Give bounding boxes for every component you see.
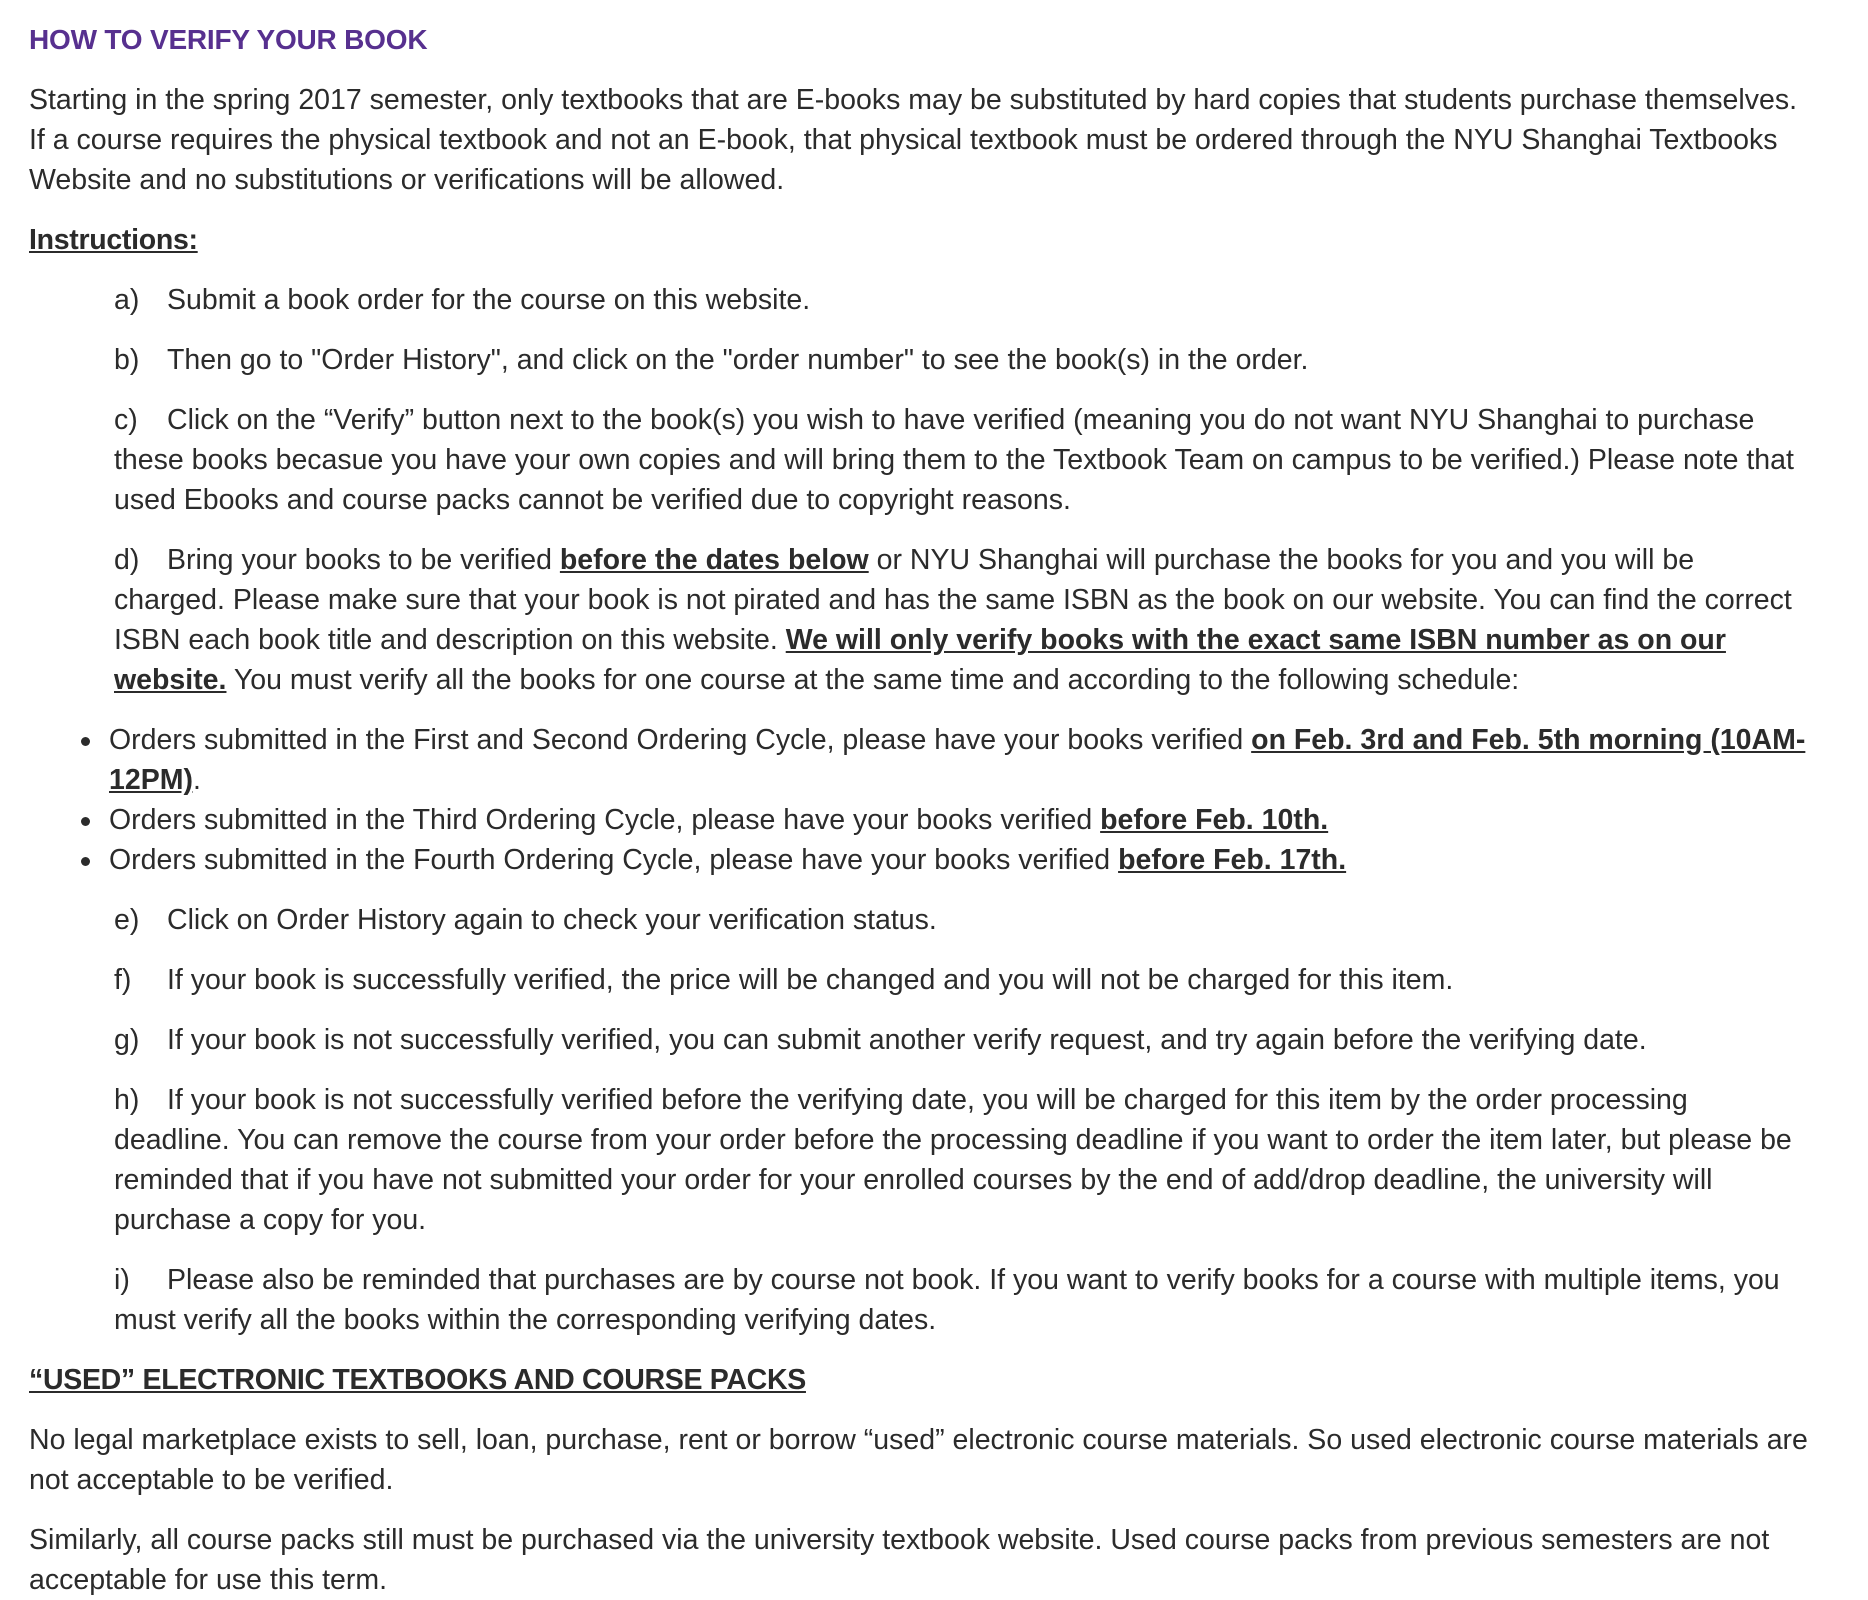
step-letter: e) <box>114 904 140 936</box>
step-text: If your book is not successfully verified, you can submit another verify request, and try again before the verifying date. <box>167 1024 1647 1056</box>
course-packs-paragraph: Similarly, all course packs still must be purchased via the university textbook website. Used course packs from previous semesters are not acceptable for use this term. <box>29 1524 1770 1596</box>
schedule-item: Orders submitted in the First and Second Ordering Cycle, please have your books verified on Feb. 3rd and Feb. 5th morning (10AM-12PM). <box>109 720 1808 800</box>
step-letter: g) <box>114 1024 140 1056</box>
step-text: If your book is not successfully verified before the verifying date, you will be charged for this item by the order processing deadline. You can remove the course from your order before the processing deadline if you want to order the item later, but please be reminded that if you have not submitted your order for your enrolled courses by the end of add/drop deadline, the university will purchase a copy for you. <box>114 1084 1792 1236</box>
step-f <box>29 960 1808 1000</box>
schedule-item: Orders submitted in the Third Ordering Cycle, please have your books verified before Feb. 10th. <box>109 800 1808 840</box>
step-e <box>29 900 1808 940</box>
step-letter: f) <box>114 964 132 996</box>
step-text: Click on the “Verify” button next to the book(s) you wish to have verified (meaning you do not want NYU Shanghai to purchase these books becasue you have your own copies and will bring them to the Textbook Team on campus to be verified.) Please note that used Ebooks and course packs cannot be verified due to copyright reasons. <box>114 404 1794 516</box>
step-letter: c) <box>114 404 138 436</box>
step-letter: h) <box>114 1084 140 1116</box>
used-materials-paragraph: No legal marketplace exists to sell, loan, purchase, rent or borrow “used” electronic course materials. So used electronic course materials are not acceptable to be verified. <box>29 1424 1808 1496</box>
instructions-heading: Instructions: <box>29 224 198 256</box>
step-letter: b) <box>114 344 140 376</box>
step-text: Please also be reminded that purchases are by course not book. If you want to verify books for a course with multiple items, you must verify all the books within the corresponding verifying dates. <box>114 1264 1780 1336</box>
step-b <box>29 340 1808 380</box>
schedule-date: on Feb. 3rd and Feb. 5th morning (10AM-12PM) <box>109 724 1806 796</box>
step-text: Click on Order History again to check your verification status. <box>167 904 937 936</box>
step-i <box>29 1260 1808 1340</box>
step-h <box>29 1080 1808 1240</box>
deadline-emphasis: before the dates below <box>559 544 869 576</box>
step-letter: i) <box>114 1264 130 1296</box>
schedule-date: before Feb. 17th. <box>1118 844 1347 876</box>
step-a <box>29 280 1808 320</box>
step-letter: d) <box>114 544 140 576</box>
step-text: or NYU Shanghai will purchase the books for you and you will be charged. Please make sure that your book is not pirated and has the same ISBN as the book on our website. You can find the correct ISBN each book title and description on this website. <box>114 544 1792 656</box>
step-text: Bring your books to be verified <box>167 544 560 576</box>
step-g <box>29 1020 1808 1060</box>
step-text: If your book is successfully verified, the price will be changed and you will not be charged for this item. <box>167 964 1454 996</box>
used-materials-heading: “USED” ELECTRONIC TEXTBOOKS AND COURSE PACKS <box>29 1364 806 1396</box>
step-text: You must verify all the books for one course at the same time and according to the following schedule: <box>226 664 1520 696</box>
schedule-item: Orders submitted in the Fourth Ordering Cycle, please have your books verified before Feb. 17th. <box>109 840 1808 880</box>
page-title: HOW TO VERIFY YOUR BOOK <box>29 24 428 55</box>
step-text: Submit a book order for the course on this website. <box>167 284 811 316</box>
step-c <box>29 400 1808 520</box>
step-letter: a) <box>114 284 140 316</box>
schedule-date: before Feb. 10th. <box>1100 804 1329 836</box>
step-d <box>29 540 1808 700</box>
intro-paragraph: Starting in the spring 2017 semester, only textbooks that are E-books may be substituted by hard copies that students purchase themselves. If a course requires the physical textbook and not an E-book, that physical textbook must be ordered through the NYU Shanghai Textbooks Website and no substitutions or verifications will be allowed. <box>29 84 1797 196</box>
verification-schedule-list <box>29 720 1808 880</box>
isbn-emphasis: We will only verify books with the exact same ISBN number as on our website. <box>114 624 1726 696</box>
step-text: Then go to "Order History", and click on the "order number" to see the book(s) in the order. <box>167 344 1309 376</box>
